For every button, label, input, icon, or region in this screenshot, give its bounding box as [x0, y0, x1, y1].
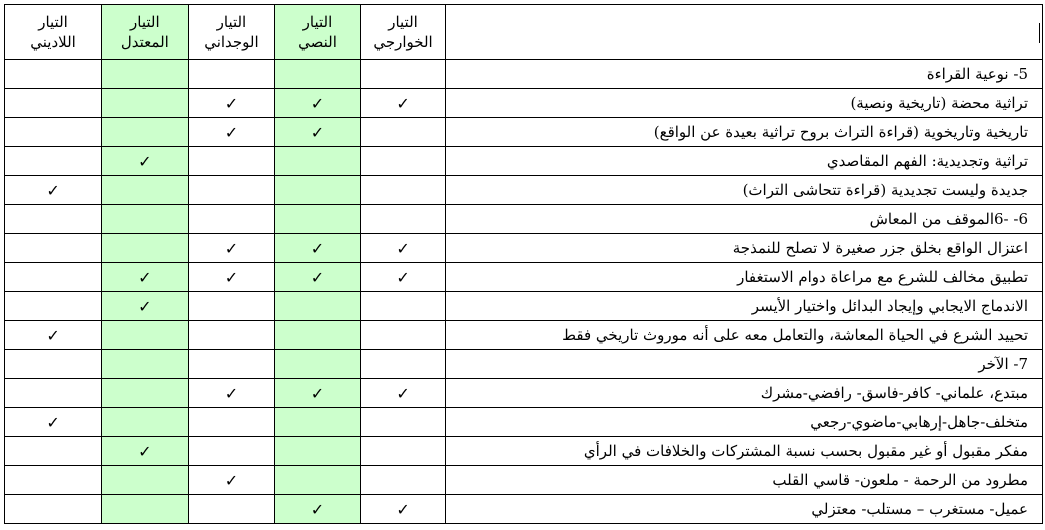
- check-icon: ✓: [138, 296, 152, 316]
- check-cell: [275, 205, 361, 234]
- check-cell: [360, 408, 446, 437]
- check-cell: [275, 176, 361, 205]
- section-row: [5, 60, 1043, 89]
- check-cell: [102, 89, 189, 118]
- comparison-table: [4, 4, 1043, 524]
- table-row: [5, 263, 1043, 292]
- check-cell: [5, 176, 102, 205]
- check-cell: [275, 437, 361, 466]
- check-cell: [102, 495, 189, 524]
- check-icon: ✓: [310, 267, 325, 287]
- check-cell: [5, 321, 102, 350]
- check-cell: [360, 60, 446, 89]
- check-cell: [5, 466, 102, 495]
- column-header: [5, 5, 102, 60]
- row-label: تاريخية وتاريخوية (قراءة التراث بروح تراثية بعيدة عن الواقع): [446, 118, 1043, 147]
- row-label: جديدة وليست تجديدية (قراءة تتحاشى التراث): [446, 176, 1043, 205]
- check-cell: [5, 118, 102, 147]
- check-cell: [188, 408, 275, 437]
- row-label: تراثية محضة (تاريخية ونصية): [446, 89, 1043, 118]
- row-label: متخلف-جاهل-إرهابي-ماضوي-رجعي: [446, 408, 1043, 437]
- check-icon: ✓: [224, 93, 239, 113]
- row-label: مبتدع، علماني- كافر-فاسق- رافضي-مشرك: [446, 379, 1043, 408]
- check-cell: [5, 147, 102, 176]
- check-cell: [5, 60, 102, 89]
- row-label: عميل- مستغرب – مستلب- معتزلي: [446, 495, 1043, 524]
- check-icon: ✓: [396, 93, 410, 113]
- check-icon: ✓: [224, 267, 239, 287]
- check-cell: [188, 350, 275, 379]
- column-header-label: التيار اللاديني: [30, 13, 76, 51]
- check-cell: [275, 379, 361, 408]
- table-row: [5, 466, 1043, 495]
- check-cell: [360, 263, 446, 292]
- check-icon: ✓: [310, 122, 325, 142]
- check-cell: [5, 234, 102, 263]
- section-title: 5- نوعية القراءة: [446, 60, 1043, 89]
- check-cell: [275, 495, 361, 524]
- table-row: [5, 176, 1043, 205]
- check-cell: [102, 234, 189, 263]
- check-cell: [275, 234, 361, 263]
- check-cell: [188, 118, 275, 147]
- check-cell: [360, 495, 446, 524]
- check-cell: [188, 89, 275, 118]
- text-cursor: [1039, 23, 1040, 43]
- check-icon: ✓: [310, 383, 325, 403]
- check-cell: [188, 205, 275, 234]
- check-cell: [188, 147, 275, 176]
- row-label: اعتزال الواقع بخلق جزر صغيرة لا تصلح للنمذجة: [446, 234, 1043, 263]
- check-cell: [188, 437, 275, 466]
- check-cell: [5, 408, 102, 437]
- table-body: [5, 60, 1043, 524]
- table-row: [5, 147, 1043, 176]
- check-cell: [102, 466, 189, 495]
- check-cell: [360, 147, 446, 176]
- check-cell: [102, 379, 189, 408]
- check-icon: ✓: [396, 383, 410, 403]
- column-header: [360, 5, 446, 60]
- check-cell: [275, 321, 361, 350]
- check-cell: [188, 495, 275, 524]
- check-cell: [5, 205, 102, 234]
- column-header: [275, 5, 361, 60]
- row-label: الاندماج الايجابي وإيجاد البدائل واختيار الأيسر: [446, 292, 1043, 321]
- check-cell: [188, 292, 275, 321]
- check-cell: [188, 321, 275, 350]
- check-icon: ✓: [224, 122, 239, 142]
- check-cell: [5, 89, 102, 118]
- check-cell: [275, 263, 361, 292]
- check-cell: [275, 89, 361, 118]
- header-label-cell: [446, 5, 1043, 60]
- row-label: مفكر مقبول أو غير مقبول بحسب نسبة المشتركات والخلافات في الرأي: [446, 437, 1043, 466]
- check-cell: [102, 321, 189, 350]
- check-icon: ✓: [138, 267, 152, 287]
- check-cell: [275, 408, 361, 437]
- check-cell: [275, 60, 361, 89]
- column-header-label: التيار المعتدل: [120, 13, 169, 51]
- row-label: تراثية وتجديدية: الفهم المقاصدي: [446, 147, 1043, 176]
- row-label: تطبيق مخالف للشرع مع مراعاة دوام الاستغفار: [446, 263, 1043, 292]
- column-header-label: التيار الخوارجي: [373, 13, 433, 51]
- check-cell: [360, 234, 446, 263]
- check-icon: ✓: [224, 470, 239, 490]
- check-cell: [102, 350, 189, 379]
- row-label: مطرود من الرحمة - ملعون- قاسي القلب: [446, 466, 1043, 495]
- check-icon: ✓: [224, 238, 239, 258]
- table-row: [5, 408, 1043, 437]
- check-icon: ✓: [46, 180, 60, 200]
- check-cell: [102, 205, 189, 234]
- check-cell: [360, 350, 446, 379]
- check-cell: [360, 176, 446, 205]
- check-cell: [102, 118, 189, 147]
- check-cell: [102, 176, 189, 205]
- check-icon: ✓: [396, 238, 410, 258]
- check-icon: ✓: [46, 325, 60, 345]
- check-cell: [360, 118, 446, 147]
- check-icon: ✓: [310, 238, 325, 258]
- check-icon: ✓: [396, 267, 410, 287]
- table-row: [5, 321, 1043, 350]
- table-row: [5, 292, 1043, 321]
- check-cell: [188, 176, 275, 205]
- column-header-label: التيار الوجداني: [204, 13, 259, 51]
- check-cell: [275, 466, 361, 495]
- check-cell: [360, 379, 446, 408]
- check-icon: ✓: [138, 151, 152, 171]
- section-row: [5, 205, 1043, 234]
- document-page: [4, 4, 1043, 524]
- check-icon: ✓: [310, 499, 325, 519]
- check-cell: [188, 234, 275, 263]
- check-icon: ✓: [310, 93, 325, 113]
- check-cell: [360, 437, 446, 466]
- check-cell: [102, 147, 189, 176]
- check-cell: [360, 466, 446, 495]
- check-cell: [360, 292, 446, 321]
- check-cell: [5, 437, 102, 466]
- check-cell: [102, 60, 189, 89]
- check-cell: [360, 89, 446, 118]
- table-row: [5, 89, 1043, 118]
- check-cell: [275, 350, 361, 379]
- check-cell: [188, 60, 275, 89]
- check-cell: [5, 263, 102, 292]
- check-cell: [275, 118, 361, 147]
- table-row: [5, 379, 1043, 408]
- section-title: 7- الآخر: [446, 350, 1043, 379]
- check-cell: [102, 263, 189, 292]
- header-row: [5, 5, 1043, 60]
- check-cell: [360, 321, 446, 350]
- table-row: [5, 118, 1043, 147]
- check-cell: [5, 350, 102, 379]
- check-cell: [188, 466, 275, 495]
- check-cell: [360, 205, 446, 234]
- check-cell: [102, 437, 189, 466]
- check-cell: [5, 292, 102, 321]
- check-icon: ✓: [396, 499, 410, 519]
- section-row: [5, 350, 1043, 379]
- check-icon: ✓: [224, 383, 239, 403]
- check-cell: [102, 292, 189, 321]
- check-cell: [5, 495, 102, 524]
- column-header: [102, 5, 189, 60]
- table-row: [5, 234, 1043, 263]
- check-cell: [188, 263, 275, 292]
- table-row: [5, 437, 1043, 466]
- section-title: 6- -6الموقف من المعاش: [446, 205, 1043, 234]
- column-header-label: التيار النصي: [298, 13, 337, 51]
- check-cell: [188, 379, 275, 408]
- check-icon: ✓: [138, 441, 152, 461]
- row-label: تحييد الشرع في الحياة المعاشة، والتعامل معه على أنه موروث تاريخي فقط: [446, 321, 1043, 350]
- column-header: [188, 5, 275, 60]
- check-cell: [275, 147, 361, 176]
- check-cell: [5, 379, 102, 408]
- table-row: [5, 495, 1043, 524]
- check-cell: [275, 292, 361, 321]
- check-icon: ✓: [46, 412, 60, 432]
- check-cell: [102, 408, 189, 437]
